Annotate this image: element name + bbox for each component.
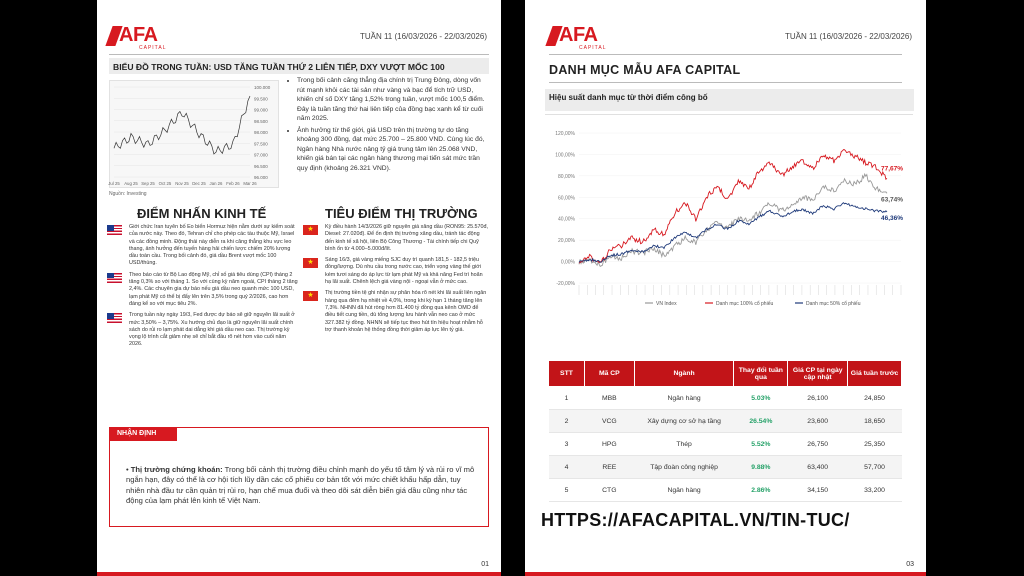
table-cell: REE [584,456,634,479]
table-cell: 25,350 [848,433,902,456]
table-cell: 5 [549,479,585,502]
page-number: 03 [906,561,914,568]
series-line-3 [579,203,887,263]
legend-label: Danh mục 50% cổ phiếu [806,301,861,307]
market-item: ★ Kỳ điều hành 14/3/2026 giữ nguyên giá xăng dầu (RON95: 25.570đ, Diesel: 27.020đ). Để ổn định thị trường xăng dầu, tránh tác động đến kinh tế xã hội, liên Bộ Công Thương - Tài chính tiếp chi Quỹ bình ổn từ 4.000–5.000đ/lít. [303,224,489,253]
table-cell: Xây dựng cơ sở hạ tầng [634,410,734,433]
table-cell: 57,700 [848,456,902,479]
y-tick-label: 100,00% [555,152,575,159]
website-url[interactable]: HTTPS://AFACAPITAL.VN/TIN-TUC/ [541,510,850,530]
report-page-3 [525,0,926,576]
y-tick-label: 96.500 [254,163,268,169]
y-tick-label: 97.000 [254,152,268,158]
table-cell: 2.86% [734,479,788,502]
table-cell: 23,600 [788,410,848,433]
x-tick-label: Dec 25 [192,181,206,186]
divider [549,54,902,55]
table-cell: CTG [584,479,634,502]
col-header: Ngành [634,361,734,387]
y-tick-label: 98.000 [254,130,268,135]
week-label: TUẦN 11 (16/03/2026 - 22/03/2026) [359,32,487,41]
end-value-label: 63,74% [881,196,904,204]
x-tick-label: Aug 25 [124,181,138,186]
x-tick-label: Mar 26 [243,181,257,186]
table-cell: Ngân hàng [634,479,734,502]
col-header: Giá CP tại ngày cập nhật [788,361,848,387]
table-cell: 3 [549,433,585,456]
legend-label: VN Index [656,301,677,307]
economy-column [107,224,299,353]
market-column [303,224,489,338]
end-value-label: 77,67% [881,165,904,173]
y-tick-label: 0,00% [560,259,575,266]
portfolio-performance-chart [545,114,913,336]
table-cell: 24,850 [848,387,902,410]
table-cell: Thép [634,433,734,456]
table-row [549,479,902,502]
page-footer-bar [97,572,501,576]
commentary-bullet: • Ảnh hưởng từ thế giới, giá USD trên thị trường tự do tăng khoảng 300 đồng, đạt mức 25.700 – 25.800 VND. Cùng lúc đó, Ngân hàng Nhà nước nâng tỷ giá trung tâm lên 25.068 VND, khiến giá bán tại các ngân hàng thương mại tiến sát mức trần quy định (khoảng 26.321 VND). [297,126,489,174]
table-cell: Ngân hàng [634,387,734,410]
vn-flag-icon: ★ [303,225,318,235]
end-value-label: 46,36% [881,214,904,222]
page-footer-bar [525,572,926,576]
table-cell: VCG [584,410,634,433]
page-number: 01 [481,561,489,568]
outlook-label: NHẬN ĐỊNH [109,427,177,441]
vn-flag-icon: ★ [303,291,318,301]
x-tick-label: Feb 26 [226,181,240,186]
x-tick-label: Jul 25 [108,181,120,186]
table-cell: 33,200 [848,479,902,502]
outlook-text: • Thị trường chứng khoán: Trong bối cảnh thị trường điều chỉnh mạnh do yếu tố tâm lý và rủi ro vĩ mô ngắn hạn, đây có thể là cơ hội tích lũy dần các cổ phiếu cơ bản tốt với mức chiết khấu hấp dẫn, tuy nhiên nhà đầu tư cần quản trị rủi ro, hạn chế mua đuổi và theo dõi sát diễn biến giá dầu cũng như tác động của lạm phát lên kinh tế Việt Nam. [126,465,475,505]
y-tick-label: 60,00% [558,195,575,202]
divider [109,54,489,55]
dxy-chart [109,80,279,188]
performance-chart-svg [545,115,913,337]
market-item: ★ Thị trường tiền tệ ghi nhận sự phân hóa rõ nét khi lãi suất liên ngân hàng qua đêm hạ nhiệt về 4,0%, trong khi kỳ hạn 1 tháng tăng lên 7,3%. NHNN đã hút ròng hơn 81.400 tỷ đồng qua kênh OMO để điều tiết cung tiền, dù tổng lượng lưu hành vẫn neo cao ở mức 327.382 tỷ đồng. NHNN sẽ tiếp tục theo hút tín hiệu hoạt nhằm hỗ trợ thanh khoản hệ thống đồng thời giảm áp lực lên tỷ giá. [303,290,489,334]
chart-subtitle: Hiệu suất danh mục từ thời điểm công bố [545,89,914,111]
table-cell: 26,100 [788,387,848,410]
portfolio-table [548,360,902,502]
table-cell: Tập đoàn công nghiệp [634,456,734,479]
commentary-bullet: • Trong bối cảnh căng thẳng địa chính trị Trung Đông, dòng vốn rút mạnh khỏi các tài sản như vàng và bạc để tích trữ USD, khiến chỉ số DXY tăng 1,52% trong tuần, vượt mốc 100,5 điểm. Đây là tuần tăng thứ hai liên tiếp của đồng bạc xanh kể từ cuối năm 2025. [297,76,489,124]
y-tick-label: 99.000 [254,107,268,113]
table-cell: 2 [549,410,585,433]
afa-logo [109,24,179,52]
us-flag-icon [107,225,122,235]
table-row [549,387,902,410]
table-cell: 5.03% [734,387,788,410]
economy-item: Trong tuần này ngày 19/3, Fed được dự báo sẽ giữ nguyên lãi suất ở mức 3,50% – 3,75%. Xu hướng chủ đạo là giữ nguyên lãi suất chính sách do rủi ro lạm phát dai dẳng khi giá dầu neo cao. Thị trường kỳ vọng lộ trình cắt giảm nhẹ sẽ chỉ bắt đầu rõ nét hơn vào cuối năm 2026. [107,312,299,348]
title-underline [549,82,902,83]
x-tick-label: Nov 25 [175,181,189,186]
y-tick-label: 99.500 [254,96,268,102]
col-header: Giá tuần trước [848,361,902,387]
dxy-series-line [114,96,250,154]
report-page-1 [97,0,501,576]
table-cell: 9.88% [734,456,788,479]
col-header: Mã CP [584,361,634,387]
legend-label: Danh mục 100% cổ phiếu [716,301,774,307]
chart-commentary [287,76,489,175]
table-row [549,456,902,479]
y-tick-label: 120,00% [555,131,575,137]
table-cell: MBB [584,387,634,410]
table-cell: 26,750 [788,433,848,456]
x-tick-label: Jan 26 [209,181,223,186]
logo-tagline: CAPITAL [579,45,607,51]
table-cell: 34,150 [788,479,848,502]
chart-source: Nguồn: Investing [109,191,147,197]
col-header: STT [549,361,585,387]
y-tick-label: -20,00% [556,281,575,287]
table-cell: 4 [549,456,585,479]
outlook-box [109,427,489,527]
section-title-market: TIÊU ĐIỂM THỊ TRƯỜNG [325,206,478,221]
us-flag-icon [107,273,122,283]
logo-tagline: CAPITAL [139,45,167,51]
series-line-2 [579,150,887,263]
section-title-economy: ĐIỂM NHẤN KINH TẾ [137,206,267,221]
table-header-row [549,361,902,387]
table-cell: 1 [549,387,585,410]
market-item: ★ Sáng 16/3, giá vàng miếng SJC duy trì quanh 181,5 - 182,5 triệu đồng/lượng. Dù nhu cầu trong nước cao, triển vọng vàng thế giới kém tươi sáng do áp lực từ lạm phát Mỹ và khả năng Fed trì hoãn hạ lãi suất. Chênh lệch giá vàng nội - ngoại vẫn ở mức cao. [303,257,489,286]
week-label: TUẦN 11 (16/03/2026 - 22/03/2026) [784,32,912,41]
vn-flag-icon: ★ [303,258,318,268]
x-tick-label: Oct 25 [158,181,172,186]
afa-logo [549,24,619,52]
table-row [549,433,902,456]
table-row [549,410,902,433]
y-tick-label: 20,00% [558,238,575,245]
y-tick-label: 98.500 [254,118,268,124]
us-flag-icon [107,313,122,323]
table-cell: 18,650 [848,410,902,433]
y-tick-label: 40,00% [558,216,575,223]
logo-text: AFA [559,24,598,46]
y-tick-label: 100.000 [254,85,271,90]
dxy-chart-svg [110,81,280,189]
table-cell: 5.52% [734,433,788,456]
y-tick-label: 80,00% [558,173,575,180]
table-cell: 63,400 [788,456,848,479]
y-tick-label: 97.500 [254,141,268,147]
chart-banner: BIỂU ĐỒ TRONG TUẦN: USD TĂNG TUẦN THỨ 2 LIÊN TIẾP, DXY VƯỢT MỐC 100 [109,58,489,74]
page-title: DANH MỤC MẪU AFA CAPITAL [549,63,741,77]
table-cell: HPG [584,433,634,456]
col-header: Thay đổi tuần qua [734,361,788,387]
y-tick-label: 96.000 [254,175,268,180]
economy-item: Theo báo cáo từ Bộ Lao động Mỹ, chỉ số giá tiêu dùng (CPI) tháng 2 tăng 0,3% so với tháng 1. So với cùng kỳ năm ngoái, CPI tháng 2 tăng 2,4%. Các chuyên gia dự báo nếu giá dầu neo quanh mức 100 USD, lạm phát Mỹ có thể bị đẩy lên trên 3,5% trong quý 2/2026, cao hơn đáng kể so với mục tiêu 2%. [107,272,299,308]
logo-text: AFA [119,24,158,46]
economy-item: Giới chức Iran tuyên bố Eo biển Hormuz hiện nằm dưới sự kiểm soát của nước này. Theo đó, Tehran chỉ cho phép các tàu thuộc Mỹ, Israel và các đồng minh. Động thái này diễn ra khi căng thẳng khu vực leo thang, ảnh hưởng đến tuyến hàng hải chiến lược chiếm 20% lượng dầu toàn cầu. Trong bối cảnh đó, giá dầu Brent vượt mốc 100 USD/thùng. [107,224,299,268]
x-tick-label: Sep 25 [141,181,155,186]
table-cell: 26.54% [734,410,788,433]
